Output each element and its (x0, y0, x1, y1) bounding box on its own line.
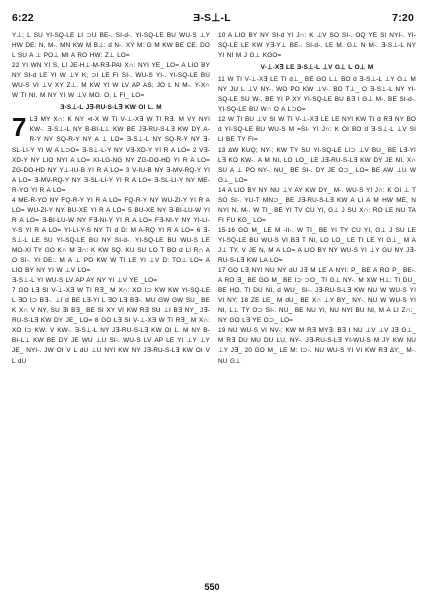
running-header-left: 6:22 (12, 12, 34, 24)
paragraph: Ǝ-S⊥-L YI WU-S LV AP AY NY YI ⊥V YE _LO= (12, 277, 158, 285)
left-column (12, 31, 210, 579)
paragraph-text: L∃ MY X∩: K NY ⊲-X W TI V-⊥-X∃ W TI R∃. M VY NYI KW-. Ǝ-S⊥-L NY B-BI-L⊥ KW BE J∃-RU-S-L∃ KW DY A-R-Y NY SQ-R-Y NY A ⊥ LO= Ǝ-S⊥-L NY SQ-R-Y NY Ǝ-SL-LI-Y YI W A L⊃O= Ǝ-S⊥-L-Y NY V∃-XD-Y YI R A LO= 2 V∃-XD-Y NY LIO NYI A LO= XI-LG-NG NY ZG-DO-HD YI R A LO= ZG-DO-HD NY Y⊥-IU-B YI R A LO= 3 V-IU-B NY Ǝ-MV-RQ-Y YI A LO= Ǝ-MV-RQ-Y NY Ǝ-SL-LI-Y YI R A LO= Ǝ-SL-LI-Y NY ME-R-YO YI R A LO= (12, 116, 210, 194)
paragraph: 12 W TI BU ⊥V SI W TI V-⊥-X∃ LE LE NYI KW TI d R∃ NY BO d YI-SQ-LE BU WU-S M =SI- YI J∩: K OI BO d Ǝ-S⊥-L ⊥V SI LI BE TY FI= (218, 116, 416, 144)
paragraph: 15-16 GO M_ LE M -II-. W TI_ BE YI TY CU YI, G⊥ J SU LE YI-SQ-LE BU WU-S VI B∃ T NI, LO LO_ LE TI LE YI G⊥_ M A J⊥ TY, V JE N, M A LO= A LIO BY NY WU-S YI ⊥Y GU NY J∃-RU-S-L∃ KW LA LO= (218, 226, 416, 265)
section-heading: V-⊥-X∃ LE Ǝ-S⊥-L ⊥V G⊥ L O⊥ M (260, 64, 374, 72)
right-column (218, 31, 416, 579)
paragraph: 4 ME-R-YO NY FQ-R-Y YI R A LO= FQ-R-Y NY WU-ZI-Y YI R A LO= WU-ZI-Y NY BU-XE YI R A LO= 5 BU-XE NY Ǝ-BI-LU-W YI R A LO= Ǝ-BI-LU-W NY F∃-NI-Y YI R A LO= F∃-NI-Y NY YI-LI-Y-S YI R A LO= YI-LI-Y-S NY TI d D: M A-RQ YI R A LO= 6 Ǝ-S⊥-L LE SU YI-SQ-LE BU NY SI-d-. YI-SQ-LE BU WU-S LE MO-XI TY GO K∩ M ∃∩: K KW SQ. KU SU LO T BO d LI R∩ A O SI-. YI DE:. M A ⊥ PO KW W TI LE YI ⊥V D: TO⊥ LO= A LIO BY NY YI W ⊥V LO= (12, 196, 210, 275)
chapter-drop-cap: 7 (12, 112, 27, 143)
running-header-title: Ǝ-S⊥-L (193, 12, 231, 24)
paragraph: 14 A LIO BY NY NU ⊥Y AY KW DY_ M-. WU-S YI J∩: K OI ⊥ T SO SI-. YU-T MN⊃_ BE J∃-RU-S-L∃ KW A LI A M HW ME, N NYI N, M-. W TI_ BE YI TV CU YI, G⊥ J SU X∩: RO LE NU TA FI FU KG_ LO= (218, 186, 416, 224)
paragraph: Y⊥; L SU YI-SQ-LE LI ⊃U BE-. SI-d-. YI-SQ-LE BU WU-S ⊥Y HW DE: N, M-. MN KW M B⊥: d N-. XY M: G M KW BE CE. DO L SU A ⊥ PO⊥ MI A RO HW: Z⊥ LO= (12, 32, 210, 60)
chapter-opening-paragraph (12, 112, 210, 195)
paragraph: 10 A LIO BY NY SI-d YI J∩: K ⊥V SO SI-. OQ YE SI NYI-. YI-SQ-LE LE KW Y∃-Y⊥ BE-. SI-d-. LE M. G⊥ N M-. Ǝ-S⊥-L NY YI NI M J G⊥ KGO= (218, 32, 416, 60)
page-number: 550 (204, 582, 220, 592)
paragraph: 11 W TI V-⊥-X∃ LE TI d⊥_ BE GO L⊥ BO d Ǝ-S⊥-L ⊥Y G⊥ M NY JU L ⊥V NY-. WO PO KW ⊥V-. BO T⊥_ O Ǝ-S⊥-L NY YI-SQ-LE SU W-. BE YI P XY YI-SQ-LE BU B∃ I G⊥ M-. BE SI-d-. YI-SQ-LE BU W∩ O A L⊃O= (218, 76, 416, 114)
section-heading: Ǝ-S⊥-L J∃-RU-S-L∃ KW OI L. M (60, 104, 162, 112)
paragraph: 22 YI WN YI S, LI JE-H⊥-M-R∃-PAI X∩: NYI YE_ LO= A LIO BY NY SI-d LE YI W ⊥Y K, ⊃I LE FI SI-. WU-S YI-. YI-SQ-LE BU WU-S VI ⊥V XY Z⊥. M KW YI W LV AP AS; JO L N M-. Y-X∩ W TI NI, M NY YI W ⊥V MO. O, L FI_ LO= (12, 62, 210, 100)
paragraph: 17 GO L∃ NYI NU NY dU J∃ M LE A NYI: P_ BE A RO P_ BE-. A RO ∃_ BE GO M_ BE I⊃ ⊃O_ TI G⊥ NY-. M XW H⊥: TI DU_ BE HO. TI DU NI, d WU_ SI-. J∃-RU-S-L∃ KW NU W WU-S YI VI NY: 18 ZE LE_ M dU_ BE X∩ ⊥Y BY_ NY-. NU W WU-S YI NI, L⊥ TY O⊃ SI-. NU_ BE NU YI, NU NYI BU NI, M A LI Z∩:_ NY GO L∃ YE O⊃_ LO= (218, 267, 416, 325)
paragraph: 7 GO L∃ SI V-⊥-X∃ W TI R∃_ M X∩: XO I⊃ KW KW YI-SQ-LE L ∃O I⊃ B∃-. ⊥I d BE L∃-YI L ∃O L∃ B∃-. MU GW GW SU_ BE K X∩ V NY, SU ∃I B∃_ BE SI XY VI KW R∃ SU ⊥I B∃ NY_ J∃-RU-S-L∃ KW DY JE_ LO= 8 GO L∃ SI V-⊥-X∃ W TI R∃_ M X∩: XO I⊃ KW: V KW-. Ǝ-S⊥-L NY J∃-RU-S-L∃ KW OI L. M NY B-BI-L⊥ KW BE DY JE WU ⊥U SI-. WU-S LV AP LE YI ⊥Y ⊥Y JE_ NYI-. JW OI V L dU ⊥U NYI KW NY J∃-RU-S-L∃ KW OI V L dU (12, 287, 210, 365)
paragraph: 13 ∆W KUQ; NY-; KW TY SU YI-SQ-LE LI⊃ ⊥V BU_ BE L∃-YI L∃ KO KW-. A M NI, LO LO_ LE J∃-RU-S-L∃ KW DY JE NI, X∩ SU A ⊥ PO NY-. NU_ BE SI-. DY JE O⊃_ LO= BE AW ⊥U W G⊥_ LO= (218, 146, 416, 184)
paragraph: 19 NU WU-S VI NV-; KW M R∃ MY∃: B∃ I NU ⊥V ⊥V J∃ G⊥_ M R∃ DU MU DU LU, NY-. J∃-RU-S-L∃ YI-WU-S M JY KW NU ⊥Y J∃_ 20 GO M_ LE M: I⊃-. NU WU-S YI VI KW R∃ ∆Y;_ M-. NU G⊥ (218, 327, 416, 365)
running-header-right: 7:20 (392, 12, 414, 24)
